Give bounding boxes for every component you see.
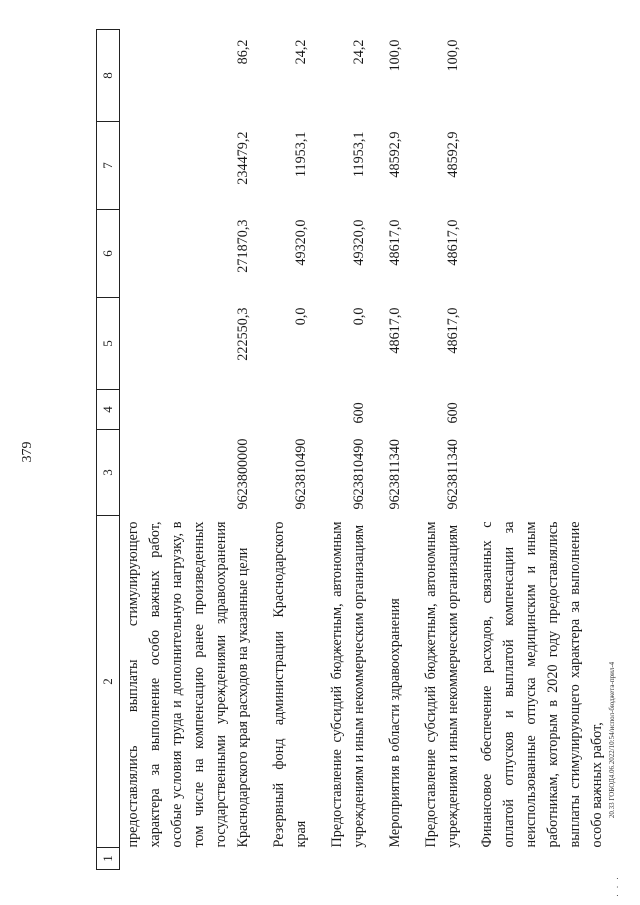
row-number-cell <box>260 848 318 870</box>
row-value-col5 <box>470 298 608 390</box>
column-number-cell: 1 <box>97 848 120 870</box>
row-value-col6: 49320,0 <box>351 219 367 266</box>
row-description: Резервный фонд администрации Краснодарского края <box>271 521 309 848</box>
row-target-code: 9623810490 <box>351 438 367 510</box>
row-value-col8: 24,2 <box>293 39 309 65</box>
row-value-col6: 48617,0 <box>387 219 403 266</box>
row-value-col5: 0,0 <box>293 307 309 326</box>
table-row <box>412 30 470 870</box>
row-value-col7: 11953,1 <box>293 131 309 178</box>
row-value-col5: 48617,0 <box>445 307 461 354</box>
table-row <box>120 30 261 870</box>
row-expense-type <box>260 390 318 430</box>
column-number-cell: 2 <box>97 516 120 848</box>
column-number-cell: 8 <box>97 30 120 122</box>
row-target-code: 9623810490 <box>293 438 309 510</box>
rotated-page-content <box>96 30 605 870</box>
row-target-code <box>470 430 608 516</box>
row-expense-type <box>376 390 412 430</box>
row-number-cell <box>120 848 261 870</box>
row-description: Предоставление субсидий бюджетным, автономным учреждениям и иным некоммерческим организациям <box>329 521 367 848</box>
column-number-cell: 6 <box>97 210 120 298</box>
row-target-code: 9623811340 <box>445 439 461 510</box>
table-row <box>260 30 318 870</box>
budget-execution-table <box>96 29 608 870</box>
row-value-col8 <box>470 30 608 122</box>
row-value-col6: 271870,3 <box>235 219 251 273</box>
row-value-col8: 100,0 <box>445 39 461 72</box>
row-value-col6: 48617,0 <box>445 219 461 266</box>
row-expense-type: 600 <box>351 402 367 424</box>
row-value-col7 <box>470 122 608 210</box>
row-description: Мероприятия в области здравоохранения <box>387 598 403 848</box>
row-number-cell <box>376 848 412 870</box>
row-number-cell <box>412 848 470 870</box>
table-row <box>376 30 412 870</box>
row-value-col5: 222550,3 <box>235 307 251 361</box>
scan-artifact-mark: . . . <box>610 875 620 897</box>
row-expense-type <box>120 390 261 430</box>
row-value-col7: 48592,9 <box>445 131 461 178</box>
column-number-cell: 5 <box>97 298 120 390</box>
page-number: 379 <box>20 441 35 463</box>
row-value-col5: 48617,0 <box>387 307 403 354</box>
row-expense-type <box>470 390 608 430</box>
row-number-cell <box>470 848 608 870</box>
row-expense-type: 600 <box>445 402 461 424</box>
column-number-cell: 4 <box>97 390 120 430</box>
column-number-cell: 7 <box>97 122 120 210</box>
table-row <box>318 30 376 870</box>
row-value-col8: 24,2 <box>351 39 367 65</box>
row-value-col8: 100,0 <box>387 39 403 72</box>
row-value-col7: 48592,9 <box>387 131 403 178</box>
row-description: Предоставление субсидий бюджетным, автономным учреждениям и иным некоммерческим организациям <box>423 521 461 848</box>
row-value-col6 <box>470 210 608 298</box>
document-footer-code: 20.33 ГОБОД4.06.2022/10:54/испол-бюджета-прил-4 <box>608 661 616 819</box>
column-number-header-row <box>97 30 120 870</box>
row-number-cell <box>318 848 376 870</box>
row-value-col7: 11953,1 <box>351 131 367 178</box>
row-value-col6: 49320,0 <box>293 219 309 266</box>
row-target-code: 9623800000 <box>235 438 251 510</box>
row-description: Финансовое обеспечение расходов, связанных с оплатой отпусков и выплатой компенсации за неиспользованные отпуска медицинским и иным работникам, которым в 2020 году предоставлялись выплаты стимулирующего характера за выполнение особо важных работ, <box>479 521 605 848</box>
row-value-col8: 86,2 <box>235 39 251 65</box>
column-number-cell: 3 <box>97 430 120 516</box>
row-value-col7: 234479,2 <box>235 131 251 185</box>
row-target-code: 9623811340 <box>387 439 403 510</box>
row-description: предоставлялись выплаты стимулирующего характера за выполнение особо важных работ, особые условия труда и дополнительную нагрузку, в том числе на компенсацию ранее произведенных государственными учреждениями здравоохранения Краснодарского края расходов на указанные цели <box>125 521 251 848</box>
row-value-col5: 0,0 <box>351 307 367 326</box>
table-row <box>470 30 608 870</box>
